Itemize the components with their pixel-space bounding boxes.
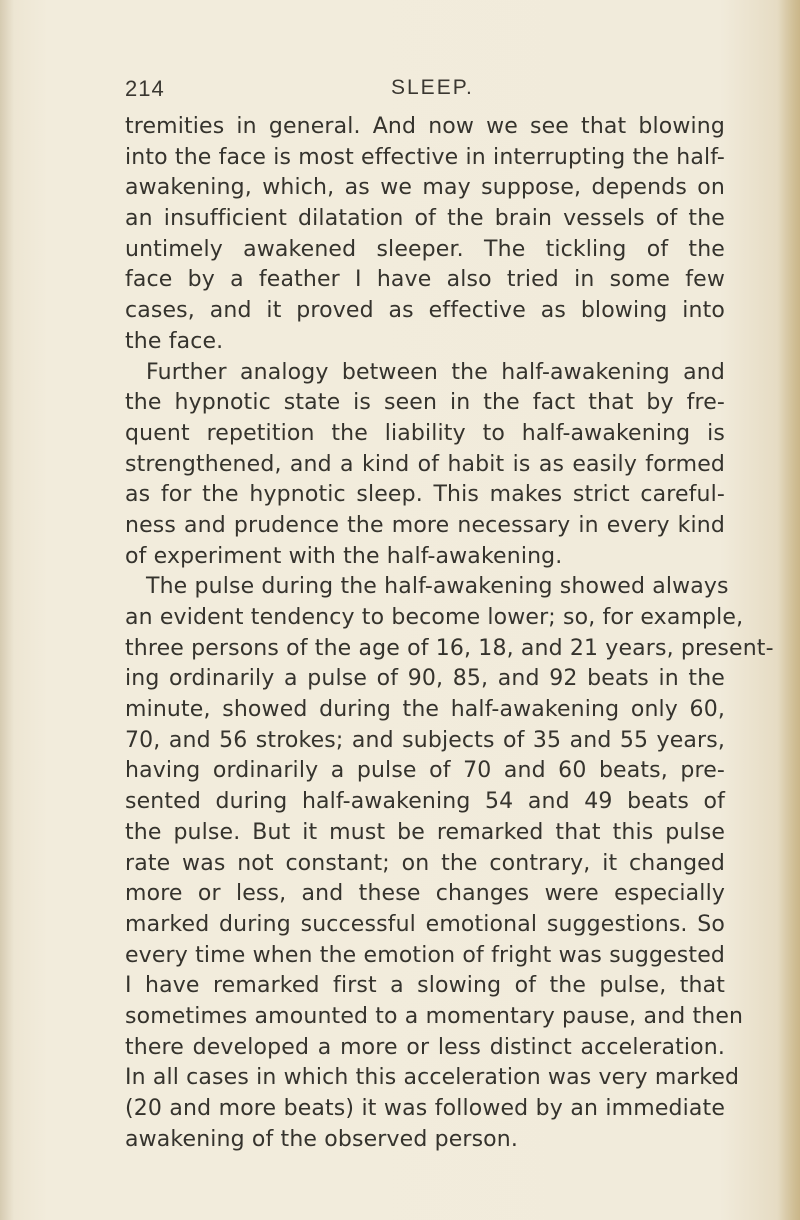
text-line: The pulse during the half-awakening showed always [146, 574, 729, 600]
text-line: the hypnotic state is seen in the fact that by fre- [125, 390, 725, 416]
text-line: (20 and more beats) it was followed by an immediate [125, 1096, 725, 1121]
text-line: an insufficient dilatation of the brain vessels of the [125, 206, 725, 232]
text-line: an evident tendency to become lower; so, for example, [125, 605, 744, 630]
text-line: sometimes amounted to a momentary pause, and then [125, 1003, 744, 1029]
text-line: ing ordinarily a pulse of 90, 85, and 92 beats in the [125, 666, 725, 692]
text-line: ness and prudence the more necessary in every kind [125, 512, 725, 538]
text-line: strengthened, and a kind of habit is as easily formed [125, 451, 725, 477]
page-gutter-shadow [0, 0, 14, 1220]
text-line: untimely awakened sleeper. The tickling of the [125, 236, 725, 262]
text-line: of experiment with the half-awakening. [125, 543, 563, 569]
paragraph [125, 112, 725, 358]
text-line: every time when the emotion of fright was suggested [125, 942, 725, 968]
text-line: three persons of the age of 16, 18, and 21 years, present- [125, 635, 774, 661]
page-number: 214 [125, 76, 165, 101]
text-line: awakening, which, as we may suppose, depends on [125, 175, 725, 201]
text-line: the pulse. But it must be remarked that this pulse [125, 819, 725, 845]
text-line: awakening of the observed person. [125, 1126, 519, 1152]
running-head: SLEEP. [391, 76, 474, 99]
text-line: marked during successful emotional suggestions. So [125, 911, 725, 937]
text-line: face by a feather I have also tried in some few [125, 267, 725, 293]
text-line: tremities in general. And now we see that blowing [125, 114, 725, 139]
page-edge-discoloration [778, 0, 800, 1220]
text-line: rate was not constant; on the contrary, it changed [125, 850, 725, 876]
paragraph [125, 358, 725, 573]
text-line: as for the hypnotic sleep. This makes strict careful- [125, 482, 725, 508]
text-line: cases, and it proved as effective as blowing into [125, 298, 725, 324]
text-line: In all cases in which this acceleration was very marked [125, 1065, 740, 1091]
text-line: there developed a more or less distinct acceleration. [125, 1034, 725, 1060]
text-line: having ordinarily a pulse of 70 and 60 beats, pre- [125, 758, 725, 784]
text-line: the face. [125, 328, 224, 354]
text-line: quent repetition the liability to half-awakening is [125, 420, 725, 446]
text-line: more or less, and these changes were especially [125, 881, 725, 907]
body-text [125, 112, 774, 1155]
paragraph [125, 572, 774, 1155]
text-line: I have remarked first a slowing of the pulse, that [125, 973, 725, 999]
text-line: 70, and 56 strokes; and subjects of 35 and 55 years, [125, 727, 725, 753]
page-header [125, 76, 725, 106]
text-line: Further analogy between the half-awakening and [146, 359, 725, 385]
text-line: sented during half-awakening 54 and 49 beats of [125, 789, 725, 815]
text-line: into the face is most effective in interrupting the half- [125, 144, 725, 170]
text-line: minute, showed during the half-awakening only 60, [125, 697, 725, 723]
